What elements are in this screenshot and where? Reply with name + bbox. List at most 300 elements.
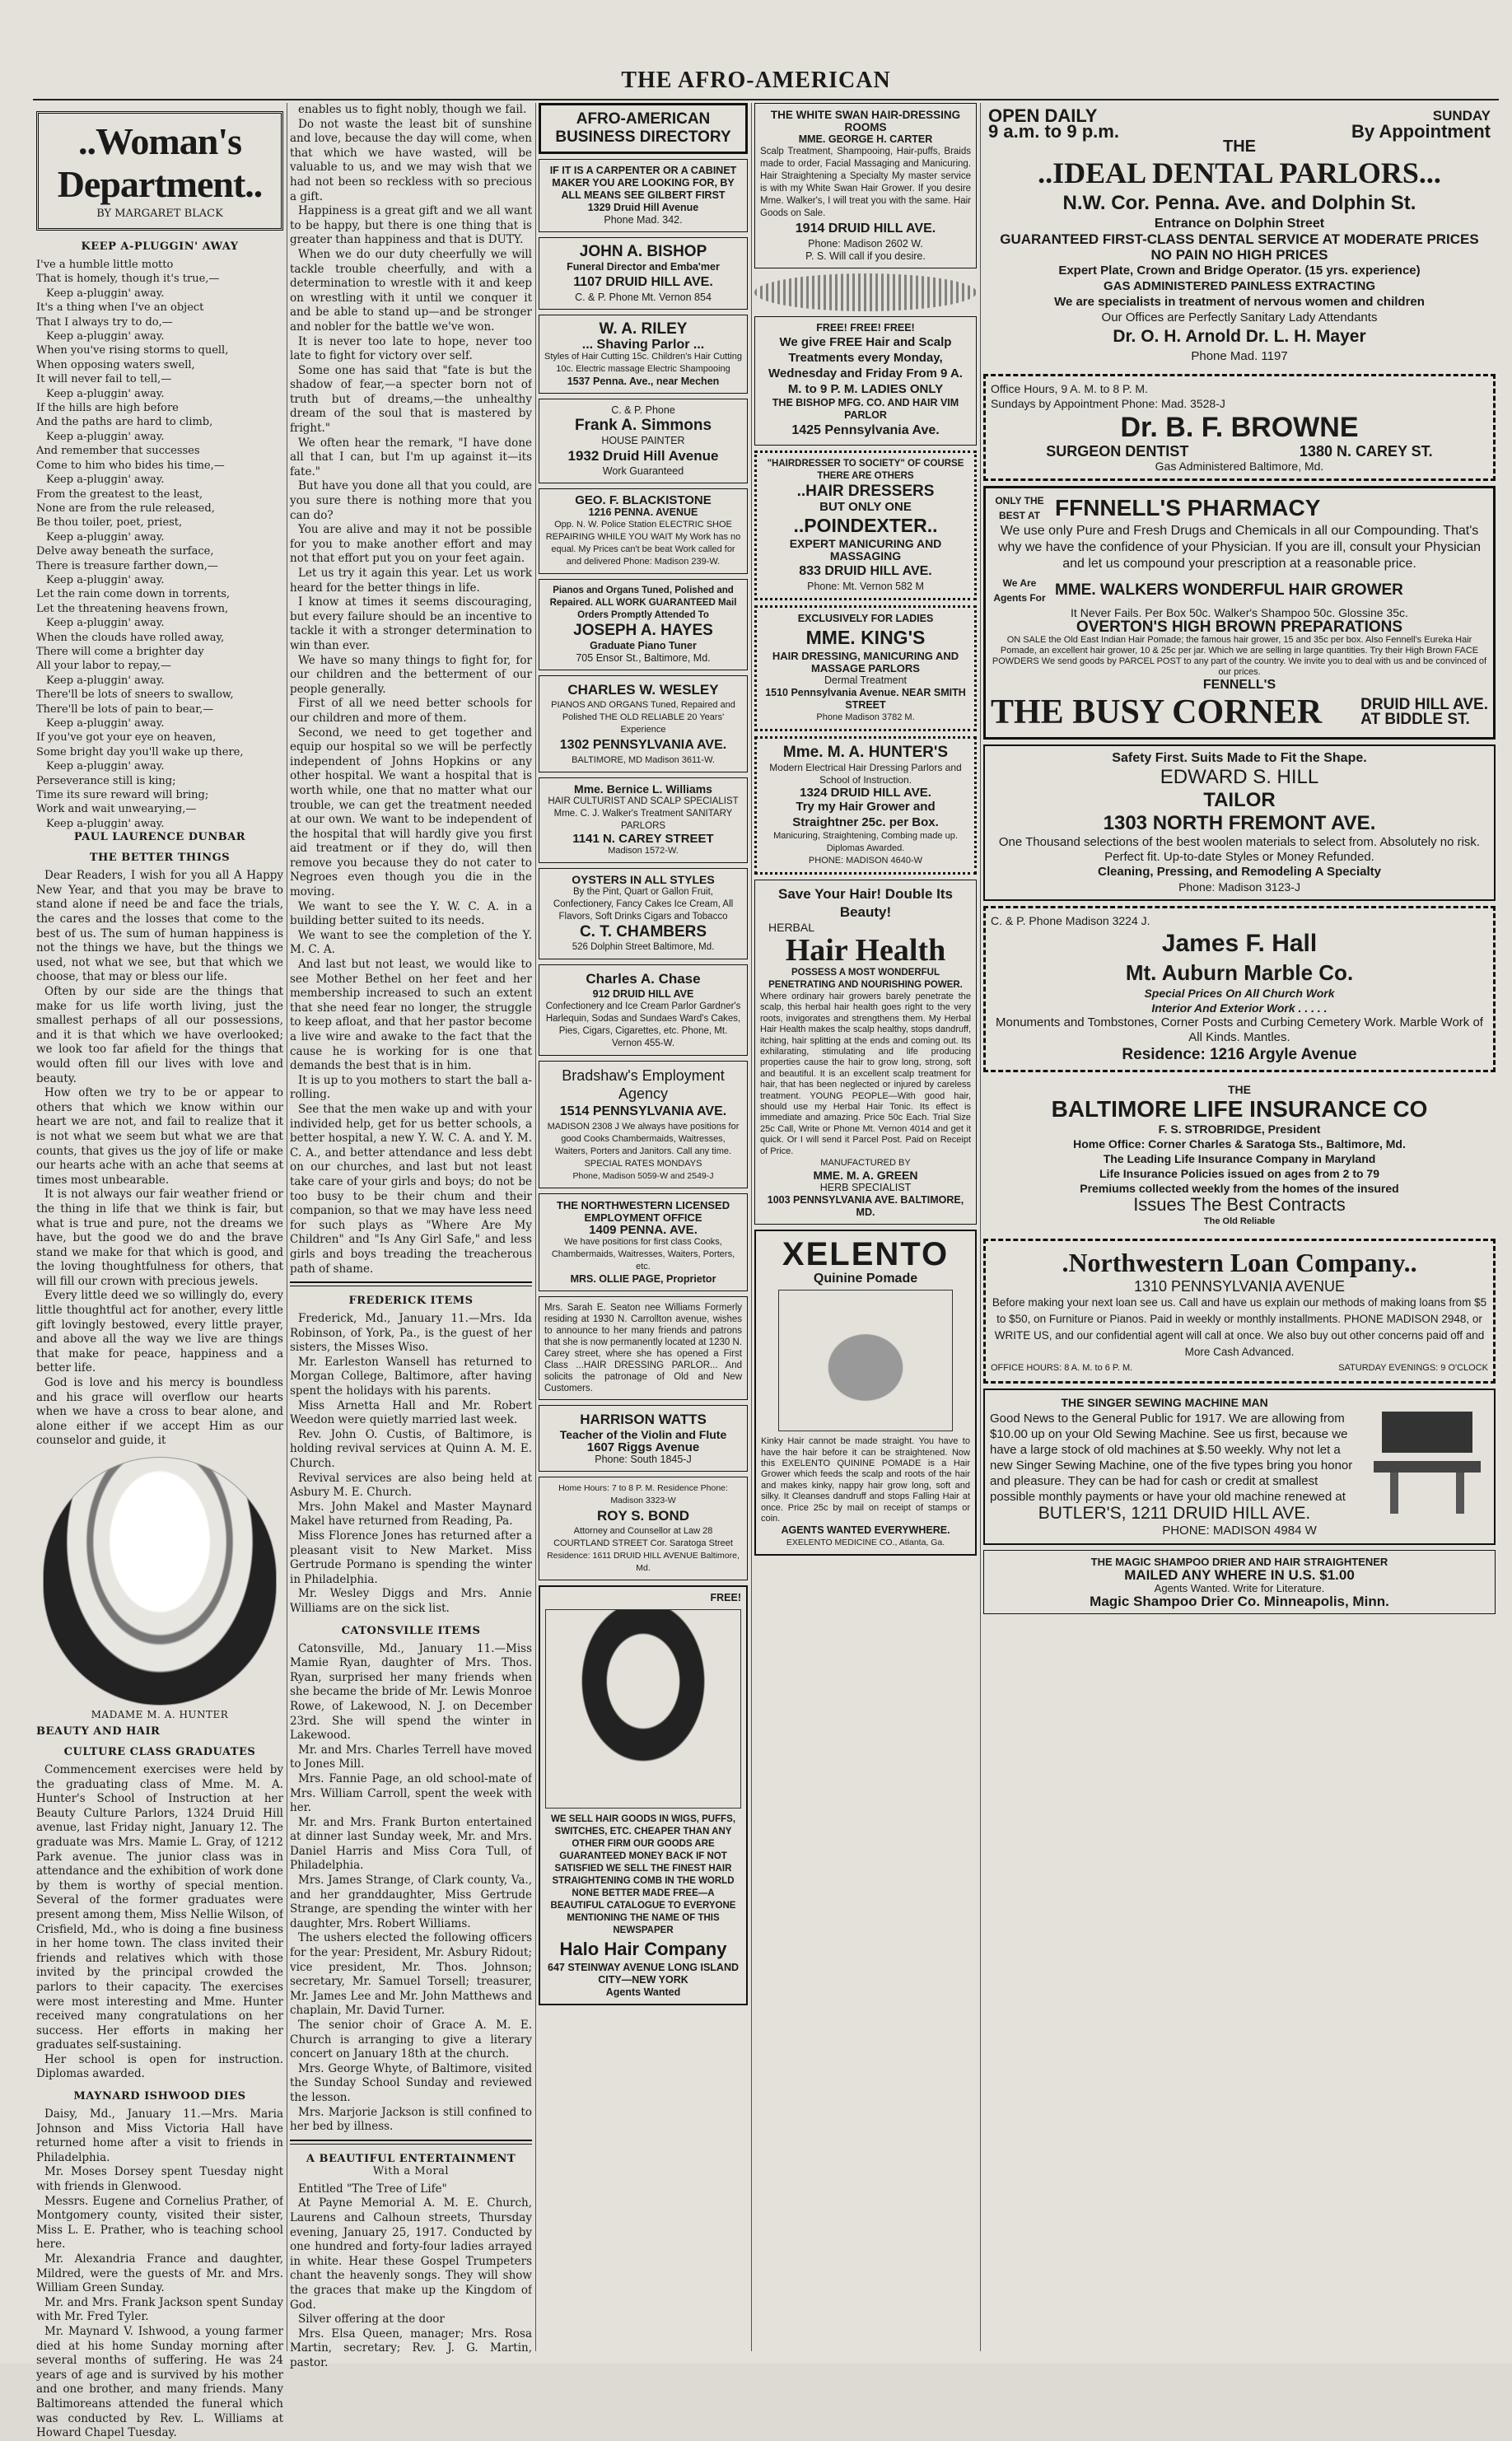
hill-address: 1303 NORTH FREMONT AVE. bbox=[1103, 812, 1376, 834]
loan-name: .Northwestern Loan Company.. bbox=[1062, 1248, 1417, 1277]
paragraph: Mr. and Mrs. Frank Burton entertained at dinner last Sunday week, Mr. and Mrs. Daniel Harris and Miss Cora Tull, of Philadelphia. bbox=[290, 1815, 532, 1873]
fennell-biddle: AT BIDDLE ST. bbox=[1360, 711, 1470, 728]
directory-title: AFRO-AMERICAN BUSINESS DIRECTORY bbox=[555, 110, 731, 146]
bond-line: Attorney and Counsellor at Law 28 COURTLAND STREET Cor. Saratoga Street bbox=[553, 1526, 733, 1548]
divider bbox=[290, 1281, 532, 1286]
paragraph: Dear Readers, I wish for you all A Happy New Year, and that you may be brave to stand alone if need be and face the trials, the cares and the losses that come to the best of us. The sum of human happiness is not the things we have, but the things we used, not what we see, but that which we choose, that may or bless our life. bbox=[36, 869, 283, 984]
hall-phone: C. & P. Phone Madison 3224 J. bbox=[991, 914, 1150, 927]
ad-bond bbox=[539, 1477, 748, 1580]
green-spec: HERB SPECIALIST bbox=[819, 1182, 912, 1194]
poem-line: Delve away beneath the surface, bbox=[36, 545, 214, 558]
paragraph: Mr. Alexandria France and daughter, Mildred, were the guests of Mr. and Mrs. William Green Sunday. bbox=[36, 2252, 283, 2295]
loan-hours-row bbox=[991, 1361, 1488, 1376]
watts-phone: Phone: South 1845-J bbox=[595, 1454, 692, 1465]
paragraph: Mrs. Fannie Page, an old school-mate of Mrs. William Carroll, spent the week with her. bbox=[290, 1771, 532, 1815]
xelento-company: EXELENTO MEDICINE CO., Atlanta, Ga. bbox=[786, 1538, 945, 1548]
paragraph: I know at times it seems discouraging, but every failure should be an incentive to tackle it with a stronger determination to win than ever. bbox=[290, 595, 532, 652]
paragraph: Mr. Earleston Wansell has returned to Morgan College, Baltimore, after having spent the holidays with his parents. bbox=[290, 1355, 532, 1398]
hill-safety: Safety First. Suits Made to Fit the Shape. bbox=[1112, 751, 1367, 765]
williams-name: Mme. Bernice L. Williams bbox=[574, 782, 712, 796]
better-things-body bbox=[36, 869, 283, 1449]
dental-specialists: We are specialists in treatment of nervous women and children bbox=[1054, 295, 1425, 309]
dental-guarantee: GUARANTEED FIRST-CLASS DENTAL SERVICE AT MODERATE PRICES bbox=[1000, 231, 1479, 247]
xelento-agents: AGENTS WANTED EVERYWHERE. bbox=[781, 1524, 950, 1537]
dental-the: THE bbox=[1223, 138, 1256, 156]
dental-sunday-label: SUNDAY bbox=[1432, 108, 1491, 124]
simmons-note: Work Guaranteed bbox=[602, 465, 684, 477]
hunter-name: Mme. M. A. HUNTER'S bbox=[782, 744, 949, 761]
hill-name: EDWARD S. HILL bbox=[1160, 766, 1319, 788]
ad-hayes bbox=[539, 579, 748, 670]
ad-hill-tailor bbox=[983, 744, 1496, 901]
poem-line: There'll be lots of pain to bear,— bbox=[36, 702, 214, 716]
hayes-name: JOSEPH A. HAYES bbox=[573, 622, 713, 639]
williams-address: 1141 N. CAREY STREET bbox=[572, 832, 714, 846]
poem-line: I've a humble little motto bbox=[36, 259, 174, 271]
watts-address: 1607 Riggs Avenue bbox=[586, 1440, 700, 1454]
column-5 bbox=[983, 103, 1496, 1619]
paragraph: Catonsville, Md., January 11.—Miss Mamie Ryan, daughter of Mrs. Thos. Ryan, surprised her many friends when she became the bride of Mr. Lewis Monroe Rowe, of Lakewood, N. J. on December 23rd. She will spend the winter in Lakewood. bbox=[290, 1641, 532, 1743]
xelento-body: Kinky Hair cannot be made straight. You have to have the hair before it can be straightened. Now this EXELENTO QUININE POMADE is a Hair Grower which feeds the scalp and roots of the hair and makes kinky, nappy hair grow long, soft and silky. It Cleanses dandruff and stops Falling Hair at once. Price 25c by mail on receipt of stamps or coin. bbox=[761, 1436, 970, 1524]
poem-line: Keep a-pluggin' away. bbox=[46, 617, 165, 630]
life-the: THE bbox=[1228, 1083, 1251, 1096]
swan-phone: Phone: Madison 2602 W. bbox=[808, 238, 923, 250]
fennell-busy-corner: THE BUSY CORNER bbox=[991, 693, 1323, 731]
singer-body: Good News to the General Public for 1917. We are allowing from $10.00 up on your Old Sewing Machine. See us first, because we have a large stock of old machines at $.50 weekly. Why not let a new Singer Sewing Machine, one of the five types bring you honor and pleasure. They can be had for cash or credit at smallest possible monthly payments or have your old machine renewed at bbox=[990, 1412, 1353, 1504]
paragraph: It is never too late to hope, never too late to fight for victory over self. bbox=[290, 334, 532, 363]
dental-sunday bbox=[1351, 108, 1491, 142]
ad-xelento bbox=[754, 1230, 977, 1556]
poem-line: When you've rising storms to quell, bbox=[36, 344, 229, 357]
poem-line: All your labor to repay,— bbox=[36, 660, 172, 673]
column-divider bbox=[980, 103, 981, 2351]
fennell-walker: MME. WALKERS WONDERFUL HAIR GROWER bbox=[1055, 581, 1403, 599]
life-ages: Life Insurance Policies issued on ages from 2 to 79 bbox=[1099, 1167, 1379, 1180]
paragraph: Mrs. Elsa Queen, manager; Mrs. Rosa Martin, secretary; Rev. J. G. Martin, pastor. bbox=[290, 2327, 532, 2369]
dental-open-daily: OPEN DAILY bbox=[988, 105, 1098, 126]
wesley-address: 1302 PENNSYLVANIA AVE. bbox=[559, 738, 727, 752]
hall-interior: Interior And Exterior Work . . . . . bbox=[1151, 1001, 1328, 1015]
fennell-corner-row bbox=[991, 693, 1488, 732]
poem-line: It's a thing when I've an object bbox=[36, 301, 204, 315]
maynard-body bbox=[36, 2107, 283, 2441]
paragraph: We want to see the Y. W. C. A. in a building better suited to its needs. bbox=[290, 899, 532, 928]
poem-line: None are from the rule released, bbox=[36, 502, 215, 515]
poin-line3: EXPERT MANICURING AND MASSAGING bbox=[789, 537, 942, 562]
hunter-phone: PHONE: MADISON 4640-W bbox=[808, 856, 923, 866]
ad-northwestern-loan bbox=[983, 1239, 1496, 1384]
dental-open-hours: 9 a.m. to 9 p.m. bbox=[988, 121, 1119, 142]
poem-line: Keep a-pluggin' away. bbox=[46, 817, 165, 830]
swan-address: 1914 DRUID HILL AVE. bbox=[795, 222, 936, 236]
ad-magic-shampoo bbox=[983, 1550, 1496, 1614]
dental-sanitary: Our Offices are Perfectly Sanitary Lady Attendants bbox=[1101, 310, 1378, 324]
poem-line: Keep a-pluggin' away. bbox=[46, 430, 165, 443]
carpenter-phone: Phone Mad. 342. bbox=[604, 214, 683, 226]
carpenter-address: 1329 Druid Hill Avenue bbox=[587, 202, 699, 213]
riley-line: Styles of Hair Cutting 15c. Children's Hair Cutting 10c. Electric massage Electric Shampooing bbox=[544, 352, 742, 374]
poem-line: Keep a-pluggin' away. bbox=[46, 387, 165, 400]
paragraph: But have you done all that you could, are you sure there is nothing more that you can do? bbox=[290, 479, 532, 522]
life-old: The Old Reliable bbox=[1203, 1216, 1276, 1226]
nw-proprietor: MRS. OLLIE PAGE, Proprietor bbox=[570, 1273, 716, 1285]
dental-appointment: By Appointment bbox=[1351, 121, 1491, 142]
paragraph: Silver offering at the door bbox=[298, 2313, 445, 2327]
directory-header bbox=[539, 103, 748, 154]
wesley-city: BALTIMORE, MD Madison 3611-W. bbox=[572, 755, 715, 765]
king-name: MME. KING'S bbox=[805, 627, 926, 648]
poem-line: There will come a brighter day bbox=[36, 645, 204, 658]
ad-white-swan bbox=[754, 103, 977, 268]
hill-tailor: TAILOR bbox=[1203, 789, 1276, 811]
paragraph: Mrs. Marjorie Jackson is still confined to her bed by illness. bbox=[290, 2105, 532, 2134]
poin-line1: ..HAIR DRESSERS bbox=[796, 483, 935, 500]
green-name: Hair Health bbox=[785, 933, 946, 968]
dental-name: ..IDEAL DENTAL PARLORS... bbox=[1038, 156, 1441, 189]
xelento-sub: Quinine Pomade bbox=[813, 1272, 918, 1286]
chase-line: Confectionery and Ice Cream Parlor Gardner's Harlequin, Sodas and Sundaes Ward's Cakes, Pies, Cigars, Cigarettes, etc. Phone, Mt. Vernon 455-W. bbox=[545, 1001, 741, 1048]
poem-line: If the hills are high before bbox=[36, 402, 179, 415]
bishop-name: JOHN A. BISHOP bbox=[579, 243, 707, 260]
williams-phone: Madison 1572-W. bbox=[608, 846, 679, 856]
halo-illustration bbox=[545, 1609, 741, 1809]
paragraph: Happiness is a great gift and we all want to be happy, but there is one thing that is greater than happiness and that is DUTY. bbox=[290, 204, 532, 247]
frederick-body bbox=[290, 1312, 532, 1616]
fennell-never: It Never Fails. Per Box 50c. Walker's Shampoo 50c. Glossine 35c. bbox=[1071, 606, 1408, 619]
watts-name: HARRISON WATTS bbox=[580, 1412, 707, 1427]
browne-hours: Office Hours, 9 A. M. to 8 P. M. bbox=[991, 382, 1148, 395]
carpenter-text: IF IT IS A CARPENTER OR A CABINET MAKER YOU ARE LOOKING FOR, BY ALL MEANS SEE GILBERT FIRST bbox=[549, 165, 737, 201]
dental-address: N.W. Cor. Penna. Ave. and Dolphin St. bbox=[1062, 192, 1416, 214]
ad-wesley bbox=[539, 675, 748, 772]
hill-body: One Thousand selections of the best woolen materials to select from. Absolutely no risk. Perfect fit. Up-to-date Styles or Money Refunded. bbox=[998, 835, 1481, 864]
fennell-body: We use only Pure and Fresh Drugs and Chemicals in all our Compounding. That's why we have the confidence of your Physician. If you are ill, consult your Physician and let us compound your prescription at a reasonable price. bbox=[997, 524, 1482, 571]
column-divider bbox=[535, 103, 536, 2351]
fennell-header bbox=[991, 493, 1488, 523]
beauty-kicker: BEAUTY AND HAIR bbox=[36, 1725, 161, 1738]
bishop-line: Funeral Director and Emba'mer bbox=[567, 261, 720, 273]
loan-hours: OFFICE HOURS: 8 A. M. to 6 P. M. bbox=[991, 1363, 1133, 1373]
riley-name: W. A. RILEY bbox=[599, 320, 688, 338]
poem-line: Keep a-pluggin' away. bbox=[46, 717, 165, 730]
magic-mailed: MAILED ANY WHERE IN U.S. $1.00 bbox=[1124, 1567, 1355, 1583]
paragraph: Mr. and Mrs. Charles Terrell have moved to Jones Mill. bbox=[290, 1743, 532, 1771]
paragraph: Rev. John O. Custis, of Baltimore, is holding revival services at Quinn A. M. E. Church. bbox=[290, 1427, 532, 1471]
paragraph: Daisy, Md., January 11.—Mrs. Maria Johnson and Miss Victoria Hall have returned home after a visit to friends in Philadelphia. bbox=[36, 2107, 283, 2164]
paragraph: Miss Arnetta Hall and Mr. Robert Weedon were quietly married last week. bbox=[290, 1398, 532, 1427]
column-2 bbox=[290, 103, 532, 2370]
paragraph: Do not waste the least bit of sunshine and love, because the day will come, when that which we have wasted, will be valuable to us, and we may wish that we had not been so reckless with so precious a gift. bbox=[290, 117, 532, 203]
hunter-try: Try my Hair Grower and Straightner 25c. per Box. bbox=[792, 800, 939, 829]
poem-line: Keep a-pluggin' away. bbox=[46, 674, 165, 687]
fennell-druid: DRUID HILL AVE. bbox=[1360, 696, 1488, 713]
ad-bradshaw bbox=[539, 1061, 748, 1188]
green-body: Where ordinary hair growers barely penetrate the scalp, this herbal hair health goes right to the very roots, invigorates and strengthens them. My Herbal Hair Health makes the scalp healthy, stops dandruff, itching, hair splitting at the ends and coming out. Its exhilarating, stimulating and life producing properties cause the hair to grow long, strong, soft and beautiful. It is an excellent scalp treatment for hair, that has been neglected or injured by careless treatment. YOUNG PEOPLE—With good hair, should use my Herbal Hair Tonic. Its effect is immediate and amazing. Price 50c Each. Trial Size 25c Call, Write or Phone Mt. Vernon 4014 and get it quick. Or I will send it Parcel Post. Paid on Receipt of Price. bbox=[760, 992, 971, 1156]
hayes-top: Pianos and Organs Tuned, Polished and Repaired. ALL WORK GUARANTEED Mail Orders Promptly Attended To bbox=[549, 586, 737, 620]
king-address: 1510 Pennsylvania Avenue. NEAR SMITH STREET bbox=[765, 687, 966, 711]
chambers-top: OYSTERS IN ALL STYLES bbox=[572, 873, 715, 886]
swan-ps: P. S. Will call if you desire. bbox=[805, 250, 926, 262]
nw-address: 1409 PENNA. AVE. bbox=[589, 1223, 698, 1237]
bishop-mfg-address: 1425 Pennsylvania Ave. bbox=[791, 423, 940, 437]
paragraph: enables us to fight nobly, though we fail. bbox=[298, 103, 527, 116]
hayes-address: 705 Ensor St., Baltimore, Md. bbox=[576, 652, 711, 664]
column-4 bbox=[754, 103, 977, 1561]
ad-hunter bbox=[754, 736, 977, 875]
swan-name: THE WHITE SWAN HAIR-DRESSING ROOMS bbox=[770, 109, 961, 133]
poem-line: That is homely, though it's true,— bbox=[36, 273, 220, 286]
paragraph: It is up to you mothers to start the ball a-rolling. bbox=[290, 1073, 532, 1102]
poem-body bbox=[36, 258, 283, 831]
green-sub: POSSESS A MOST WONDERFUL PENETRATING AND NOURISHING POWER. bbox=[768, 968, 963, 990]
magic-company: Magic Shampoo Drier Co. Minneapolis, Minn. bbox=[1090, 1594, 1389, 1609]
poem-author: PAUL LAURENCE DUNBAR bbox=[73, 831, 246, 844]
ad-hall-marble bbox=[983, 906, 1496, 1072]
ad-browne bbox=[983, 374, 1496, 481]
poem-line: Keep a-pluggin' away. bbox=[46, 330, 165, 343]
simmons-phone: C. & P. Phone bbox=[611, 404, 675, 416]
poem-line: And remember that successes bbox=[36, 445, 200, 458]
bishop-address: 1107 DRUID HILL AVE. bbox=[573, 275, 713, 289]
poin-line2: BUT ONLY ONE bbox=[819, 500, 912, 514]
paragraph: Mr. Moses Dorsey spent Tuesday night with friends in Glenwood. bbox=[36, 2165, 283, 2194]
ad-watts bbox=[539, 1405, 748, 1472]
fennell-small: ON SALE the Old East Indian Hair Pomade; the famous hair grower, 15 and 35c per box. Also Fennell's Eureka Hair Pomade, an excellent hair grower, 10 & 25c per jar. Which we are selling in large quantities. Try their High Brown FACE POWDERS We send goods by PARCEL POST to any part of the country. We invite you to deal with us and be convinced of our prices. bbox=[992, 635, 1487, 677]
king-top: EXCLUSIVELY FOR LADIES bbox=[797, 613, 934, 624]
poem-line: When opposing waters swell, bbox=[36, 358, 195, 371]
dental-hours-row bbox=[988, 105, 1491, 142]
green-mfd: MANUFACTURED BY bbox=[820, 1158, 911, 1169]
paragraph: Mr. and Mrs. Frank Jackson spent Sunday with Mr. Fred Tyler. bbox=[36, 2295, 283, 2324]
ad-williams bbox=[539, 777, 748, 863]
browne-row bbox=[991, 444, 1488, 459]
ad-simmons bbox=[539, 399, 748, 483]
paragraph: Revival services are also being held at Asbury M. E. Church. bbox=[290, 1471, 532, 1500]
paragraph: First of all we need better schools for our children and more of them. bbox=[290, 697, 532, 725]
fennell-corner-label: FENNELL'S bbox=[1202, 678, 1276, 692]
fennell-only: ONLY THE BEST AT bbox=[995, 495, 1044, 521]
paragraph: Mr. Maynard V. Ishwood, a young farmer died at his home Sunday morning after several months of suffering. He was 24 years of age and is survived by his mother and one brother, and many friends. Many Baltimoreans attended the funeral which was conducted by Rev. L. Williams at Howard Chapel Tuesday. bbox=[36, 2324, 283, 2440]
catonsville-title: CATONSVILLE ITEMS bbox=[341, 1624, 481, 1637]
life-issues: Issues The Best Contracts bbox=[1133, 1194, 1346, 1215]
portrait-caption: MADAME M. A. HUNTER bbox=[91, 1709, 229, 1720]
paragraph: The ushers elected the following officers for the year: President, Mr. Asbury Ridout; vice president, Mr. Thos. Johnson; secretary, Mr. Samuel Torsell; treasurer, Mr. James Lee and Mr. John Matthews and chaplain, Mr. David Turner. bbox=[290, 1931, 532, 2018]
poem-line: And the paths are hard to climb, bbox=[36, 416, 213, 429]
paragraph: At Payne Memorial A. M. E. Church, Laurens and Calhoun streets, Thursday evening, January 25, 1917. Conducted by one hundred and forty-four ladies arrayed in white. Hear these Gospel Trumpeters chant the heavenly songs. They will show the graces that make up the Kingdom of God. bbox=[290, 2196, 532, 2312]
paragraph: We often hear the remark, "I have done all that I can, but I'm up against it—its fate." bbox=[290, 436, 532, 478]
xelento-name: XELENTO bbox=[782, 1236, 950, 1273]
ad-seaton bbox=[539, 1296, 748, 1400]
womens-department-title: ..Woman's Department.. bbox=[57, 120, 263, 205]
column-3-directory bbox=[539, 103, 748, 2010]
column-1 bbox=[36, 103, 283, 2441]
ad-blackistone bbox=[539, 488, 748, 574]
fennell-walker-row bbox=[991, 576, 1488, 605]
singer-address: BUTLER'S, 1211 DRUID HILL AVE. bbox=[1038, 1504, 1311, 1523]
ad-bishop-mfg bbox=[754, 316, 977, 446]
riley-sub: ... Shaving Parlor ... bbox=[581, 338, 705, 352]
entertainment-body bbox=[290, 2182, 532, 2371]
poem-line: Time its sure reward will bring; bbox=[36, 789, 209, 802]
ad-northwestern-employment bbox=[539, 1193, 748, 1291]
dental-open bbox=[988, 105, 1119, 142]
poem-line: Let the threatening heavens frown, bbox=[36, 602, 229, 615]
paragraph: Entitled "The Tree of Life" bbox=[298, 2182, 447, 2196]
portrait-image bbox=[43, 1457, 277, 1706]
browne-sunday: Sundays by Appointment Phone: Mad. 3528-J bbox=[991, 397, 1225, 410]
hall-residence: Residence: 1216 Argyle Avenue bbox=[1122, 1046, 1357, 1063]
hill-clean: Cleaning, Pressing, and Remodeling A Specialty bbox=[1098, 865, 1381, 879]
ad-fennell bbox=[983, 486, 1496, 740]
womens-department-header bbox=[36, 111, 283, 231]
life-president: F. S. STROBRIDGE, President bbox=[1158, 1122, 1321, 1136]
ad-carpenter bbox=[539, 159, 748, 232]
singer-title: THE SINGER SEWING MACHINE MAN bbox=[1061, 1396, 1268, 1409]
poem-line: When the clouds have rolled away, bbox=[36, 631, 225, 644]
entertainment-subtitle: With a Moral bbox=[372, 2164, 450, 2177]
paragraph: Often by our side are the things that make for us life worth living, just the smallest perhaps of all our possessions, and it is that which we have overlooked; we look too far afield for the things that would often fill our lives with love and beauty. bbox=[36, 985, 283, 1085]
ad-baltimore-life bbox=[983, 1077, 1496, 1234]
poin-address: 833 DRUID HILL AVE. bbox=[799, 564, 932, 578]
masthead-rule bbox=[33, 99, 1499, 100]
poem-line: Keep a-pluggin' away. bbox=[46, 474, 165, 487]
paragraph: How often we try to be or appear to others that which we know within our heart we are not, and fail to realize that it is not what we seem but what we are that counts, that gives us the joy of life or make our hearts ache with an ache that seems at times most unbearable. bbox=[36, 1086, 283, 1187]
wesley-line: PIANOS AND ORGANS Tuned, Repaired and Polished THE OLD RELIABLE 20 Years' Experience bbox=[551, 700, 735, 735]
sewing-machine-illustration bbox=[1365, 1395, 1489, 1519]
ad-king bbox=[754, 605, 977, 731]
chase-address: 912 DRUID HILL AVE bbox=[592, 988, 694, 1000]
decorative-ornament bbox=[754, 273, 977, 311]
poem-line: If you've got your eye on heaven, bbox=[36, 731, 217, 744]
blackistone-address: 1216 PENNA. AVENUE bbox=[588, 506, 698, 518]
life-name: BALTIMORE LIFE INSURANCE CO bbox=[1051, 1096, 1428, 1122]
loan-saturday: SATURDAY EVENINGS: 9 O'CLOCK bbox=[1338, 1363, 1488, 1373]
paragraph: We have so many things to fight for, for our children and the betterment of our people generally. bbox=[290, 653, 532, 696]
paragraph: Her school is open for instruction. Diplomas awarded. bbox=[36, 2052, 283, 2081]
bishop-mfg-name: THE BISHOP MFG. CO. AND HAIR VIM PARLOR bbox=[772, 397, 959, 421]
halo-address: 647 STEINWAY AVENUE LONG ISLAND CITY—NEW YORK bbox=[548, 1962, 739, 1986]
paragraph: Mr. Wesley Diggs and Mrs. Annie Williams are on the sick list. bbox=[290, 1587, 532, 1615]
bond-name: ROY S. BOND bbox=[596, 1508, 690, 1524]
frederick-title: FREDERICK ITEMS bbox=[348, 1295, 474, 1308]
ad-ideal-dental bbox=[983, 103, 1496, 369]
paragraph: Mrs. George Whyte, of Baltimore, visited the Sunday School Sunday and reviewed the lesson. bbox=[290, 2061, 532, 2104]
hall-marble: Mt. Auburn Marble Co. bbox=[1125, 960, 1354, 985]
paragraph: Some one has said that "fate is but the shadow of fear,—a specter born not of truth but of dreams,—the unhealthy dream of the soul that is mastered by fright." bbox=[290, 363, 532, 436]
blackistone-name: GEO. F. BLACKISTONE bbox=[575, 493, 712, 507]
ad-bishop-funeral bbox=[539, 237, 748, 310]
paragraph: Mrs. John Makel and Master Maynard Makel have returned from Reading, Pa. bbox=[290, 1500, 532, 1529]
bishop-free: FREE! FREE! FREE! bbox=[816, 322, 915, 334]
swan-line: Scalp Treatment, Shampooing, Hair-puffs, Braids made to order, Facial Massaging and Manicuring. Hair Straightening a Specialty My master service is with my White Swan Hair Grower. If you desire Mme. Walker's, I will treat you with the same. Hair Goods on Sale. bbox=[760, 147, 971, 218]
ad-chase bbox=[539, 964, 748, 1056]
fennell-agents: We Are Agents For bbox=[993, 577, 1046, 604]
paragraph: It is not always our fair weather friend or the thing in life that we think is fair, but what is true and pure, not the dreams we have, but the good we do and the brave stand we make for that which is good, and the loving thoughtfulness for others, that will fill our crown with precious jewels. bbox=[36, 1188, 283, 1288]
hill-phone: Phone: Madison 3123-J bbox=[1178, 880, 1300, 894]
browne-gas: Gas Administered Baltimore, Md. bbox=[1155, 460, 1324, 473]
dental-doctors: Dr. O. H. Arnold Dr. L. H. Mayer bbox=[1113, 327, 1366, 346]
green-name2: MME. M. A. GREEN bbox=[813, 1169, 918, 1183]
hayes-line: Graduate Piano Tuner bbox=[590, 640, 697, 651]
dental-gas: GAS ADMINISTERED PAINLESS EXTRACTING bbox=[1103, 279, 1376, 293]
bond-hours: Home Hours: 7 to 8 P. M. Residence Phone: Madison 3323-W bbox=[558, 1483, 728, 1505]
chase-name: Charles A. Chase bbox=[586, 971, 701, 987]
life-home: Home Office: Corner Charles & Saratoga Sts., Baltimore, Md. bbox=[1073, 1137, 1406, 1150]
better-things-title: THE BETTER THINGS bbox=[89, 852, 231, 865]
life-premiums: Premiums collected weekly from the homes of the insured bbox=[1080, 1182, 1399, 1195]
chambers-name: C. T. CHAMBERS bbox=[579, 923, 707, 940]
ad-halo-hair bbox=[539, 1585, 748, 2005]
paragraph: Miss Florence Jones has returned after a pleasant visit to New Market. Miss Gertrude Pormano is spending the winter in Philadelphia. bbox=[290, 1529, 532, 1586]
nw-line: We have positions for first class Cooks, Chambermaids, Waitresses, Waiters, Porters, etc. bbox=[551, 1237, 735, 1272]
browne-title: SURGEON DENTIST bbox=[1046, 443, 1189, 460]
poem-line: That I always try to do,— bbox=[36, 315, 173, 329]
swan-owner: MME. GEORGE H. CARTER bbox=[798, 133, 933, 145]
bond-residence: Residence: 1611 DRUID HILL AVENUE Baltimore, Md. bbox=[547, 1551, 740, 1573]
divider bbox=[290, 2140, 532, 2145]
poem-line: Keep a-pluggin' away. bbox=[46, 573, 165, 586]
halo-free: FREE! bbox=[710, 1592, 741, 1603]
poin-top: "HAIRDRESSER TO SOCIETY" OF COURSE THERE ARE OTHERS bbox=[767, 459, 964, 481]
poem-line: Keep a-pluggin' away. bbox=[46, 760, 165, 773]
poem-line: Be thou toiler, poet, priest, bbox=[36, 516, 183, 530]
king-line2: Dermal Treatment bbox=[824, 674, 908, 686]
hall-name: James F. Hall bbox=[1161, 930, 1318, 957]
hunter-line: Modern Electrical Hair Dressing Parlors and School of Instruction. bbox=[769, 762, 962, 786]
halo-lines: WE SELL HAIR GOODS IN WIGS, PUFFS, SWITCHES, ETC. CHEAPER THAN ANY OTHER FIRM OUR GOODS ARE GUARANTEED MONEY BACK IF NOT SATISFIED WE SELL THE FINEST HAIR STRAIGHTENING COMB IN THE WORLD NONE BETTER MADE FREE—A BEAUTIFUL CATALOGUE TO EVERYONE MENTIONING THE NAME OF THIS NEWSPAPER bbox=[550, 1814, 736, 1935]
ad-riley bbox=[539, 315, 748, 394]
poem-line: Keep a-pluggin' away. bbox=[46, 287, 165, 300]
beauty-body bbox=[36, 1763, 283, 2082]
singer-phone: PHONE: MADISON 4984 W bbox=[1162, 1524, 1317, 1538]
watts-line: Teacher of the Violin and Flute bbox=[559, 1428, 727, 1441]
beauty-title: CULTURE CLASS GRADUATES bbox=[63, 1746, 256, 1758]
dental-entrance: Entrance on Dolphin Street bbox=[1154, 217, 1325, 231]
riley-address: 1537 Penna. Ave., near Mechen bbox=[567, 376, 720, 387]
paragraph: Commencement exercises were held by the graduating class of Mme. M. A. Hunter's School of Instruction at her Beauty Culture Parlors, 1324 Druid Hill avenue, last Friday night, January 12. The graduate was Mrs. Mamie L. Gray, of 1212 Park avenue. The junior class was in attendance and the exhibition of work done by them is worthy of special mention. Several of the former graduates were present among them, Miss Nellie Wilson, of Crisfield, Md., who is doing a fine business in her home town. The class invited their friends and relatives which with those invited by the principal crowded the parlors to their capacity. The exercises were most interesting and Mme. Hunter received many congratulations on her success. Her efforts in making her graduates self-sustaining. bbox=[36, 1763, 283, 2052]
hunter-small: Manicuring, Straightening, Combing made up. Diplomas Awarded. bbox=[773, 831, 958, 853]
catonsville-body bbox=[290, 1642, 532, 2135]
better-things-continued bbox=[290, 103, 532, 1277]
browne-address: 1380 N. CAREY ST. bbox=[1299, 443, 1433, 460]
green-herbal: HERBAL bbox=[768, 921, 815, 934]
bishop-phone: C. & P. Phone Mt. Vernon 854 bbox=[575, 292, 712, 303]
column-divider bbox=[751, 103, 752, 2351]
hunter-address: 1324 DRUID HILL AVE. bbox=[800, 786, 931, 800]
poem-line: Perseverance still is king; bbox=[36, 774, 176, 787]
dental-phone: Phone Mad. 1197 bbox=[1191, 349, 1288, 363]
paragraph: When we do our duty cheerfully we will tackle trouble cheerfully, and with a determination to wrestle with it and keep on wrestling with it until we conquer it and be able to stand up—and be stronger and nobler for the battle we've won. bbox=[290, 247, 532, 334]
poin-name: ..POINDEXTER.. bbox=[793, 515, 938, 536]
fennell-overton: OVERTON'S HIGH BROWN PREPARATIONS bbox=[1076, 618, 1403, 636]
womens-department-byline: BY MARGARET BLACK bbox=[96, 208, 223, 220]
bradshaw-address: 1514 PENNSYLVANIA AVE. bbox=[559, 1104, 727, 1118]
green-top: Save Your Hair! Double Its Beauty! bbox=[778, 886, 953, 920]
loan-body: Before making your next loan see us. Call and have us explain our methods of making loans from $5 to $50, on Furniture or Pianos. Paid in weekly or monthly installments. PHONE MADISON 2948, or WRITE US, and our confidential agent will call at once. We also buy out other concerns paid off and More Cash Advanced. bbox=[992, 1296, 1487, 1358]
entertainment-title: A BEAUTIFUL ENTERTAINMENT bbox=[306, 2152, 516, 2165]
paragraph: Messrs. Eugene and Cornelius Prather, of Montgomery county, visited their sister, Miss L. E. Prather, who is teaching school here. bbox=[36, 2194, 283, 2252]
hall-special: Special Prices On All Church Work bbox=[1144, 987, 1335, 1000]
bradshaw-phone: Phone, Madison 5059-W and 2549-J bbox=[572, 1171, 714, 1181]
wesley-name: CHARLES W. WESLEY bbox=[567, 682, 719, 698]
maynard-title: MAYNARD ISHWOOD DIES bbox=[73, 2090, 246, 2103]
simmons-line: HOUSE PAINTER bbox=[601, 435, 685, 446]
paragraph: God is love and his mercy is boundless and his grace will overflow our hearts when we have a cross to bear alone, and alone either if we accept Him as our counselor and guide, it bbox=[36, 1376, 283, 1448]
ad-singer bbox=[983, 1389, 1496, 1545]
poem-line: From the greatest to the least, bbox=[36, 488, 203, 501]
nw-name: THE NORTHWESTERN LICENSED EMPLOYMENT OFFICE bbox=[556, 1199, 730, 1224]
paragraph: We want to see the completion of the Y. M. C. A. bbox=[290, 928, 532, 957]
